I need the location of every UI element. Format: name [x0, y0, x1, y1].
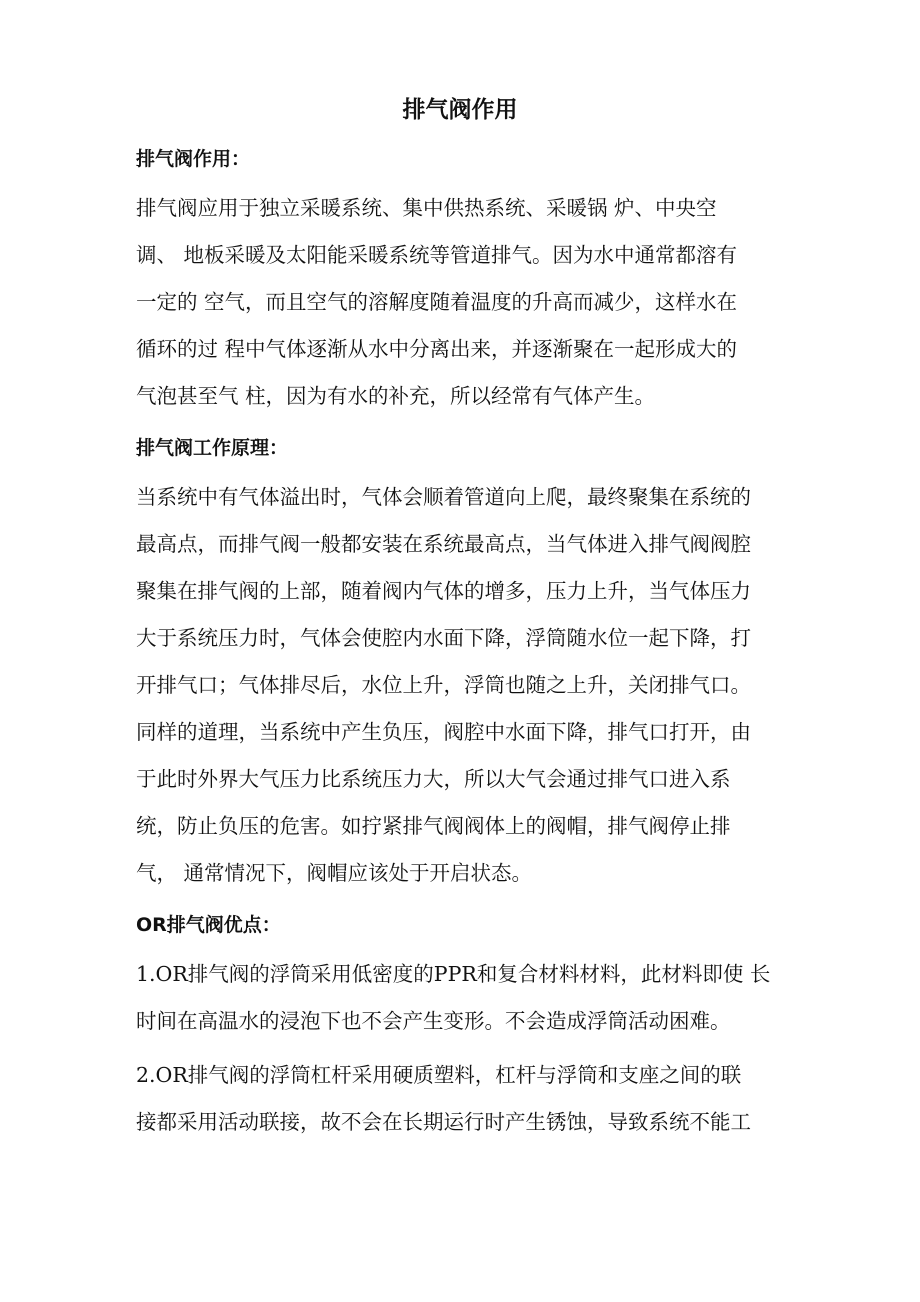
paragraph — [136, 951, 786, 1045]
text-line: 大于系统压力时，气体会使腔内水面下降，浮筒随水位一起下降，打 — [136, 626, 751, 650]
document-body — [136, 138, 786, 1153]
text-line: 气泡甚至气 柱，因为有水的补充，所以经常有气体产生。 — [136, 384, 656, 408]
document-title: 排气阀作用 — [402, 97, 518, 123]
paragraph — [136, 474, 786, 897]
text-line: 于此时外界大气压力比系统压力大，所以大气会通过排气口进入系 — [136, 767, 731, 791]
text-line: 循环的过 程中气体逐渐从水中分离出来，并逐渐聚在一起形成大的 — [136, 337, 738, 361]
text-line: 时间在高温水的浸泡下也不会产生变形。不会造成浮筒活动困难。 — [136, 1009, 731, 1033]
text-line: 开排气口；气体排尽后，水位上升，浮筒也随之上升，关闭排气口。 — [136, 673, 751, 697]
section-heading: 排气阀作用： — [136, 148, 251, 170]
paragraph — [136, 185, 786, 420]
section-heading: 排气阀工作原理： — [136, 437, 289, 459]
text-line: 最高点，而排气阀一般都安装在系统最高点，当气体进入排气阀阀腔 — [136, 532, 751, 556]
section-heading: OR排气阀优点： — [136, 914, 281, 936]
text-line: 聚集在排气阀的上部，随着阀内气体的增多，压力上升，当气体压力 — [136, 579, 751, 603]
text-line: 1.OR排气阀的浮筒采用低密度的PPR和复合材料材料，此材料即使 长 — [136, 962, 771, 986]
text-line: 统，防止负压的危害。如拧紧排气阀阀体上的阀帽，排气阀停止排 — [136, 814, 731, 838]
text-line: 2.OR排气阀的浮筒杠杆采用硬质塑料，杠杆与浮筒和支座之间的联 — [136, 1063, 742, 1087]
text-line: 同样的道理，当系统中产生负压，阀腔中水面下降，排气口打开，由 — [136, 720, 751, 744]
text-line: 排气阀应用于独立采暖系统、集中供热系统、采暖锅 炉、中央空 — [136, 196, 717, 220]
text-line: 当系统中有气体溢出时，气体会顺着管道向上爬，最终聚集在系统的 — [136, 485, 751, 509]
text-line: 一定的 空气，而且空气的溶解度随着温度的升高而减少，这样水在 — [136, 290, 738, 314]
paragraph — [136, 1052, 786, 1146]
text-line: 气， 通常情况下，阀帽应该处于开启状态。 — [136, 861, 533, 885]
text-line: 调、 地板采暖及太阳能采暖系统等管道排气。因为水中通常都溶有 — [136, 243, 738, 267]
text-line: 接都采用活动联接，故不会在长期运行时产生锈蚀，导致系统不能工 — [136, 1110, 751, 1134]
